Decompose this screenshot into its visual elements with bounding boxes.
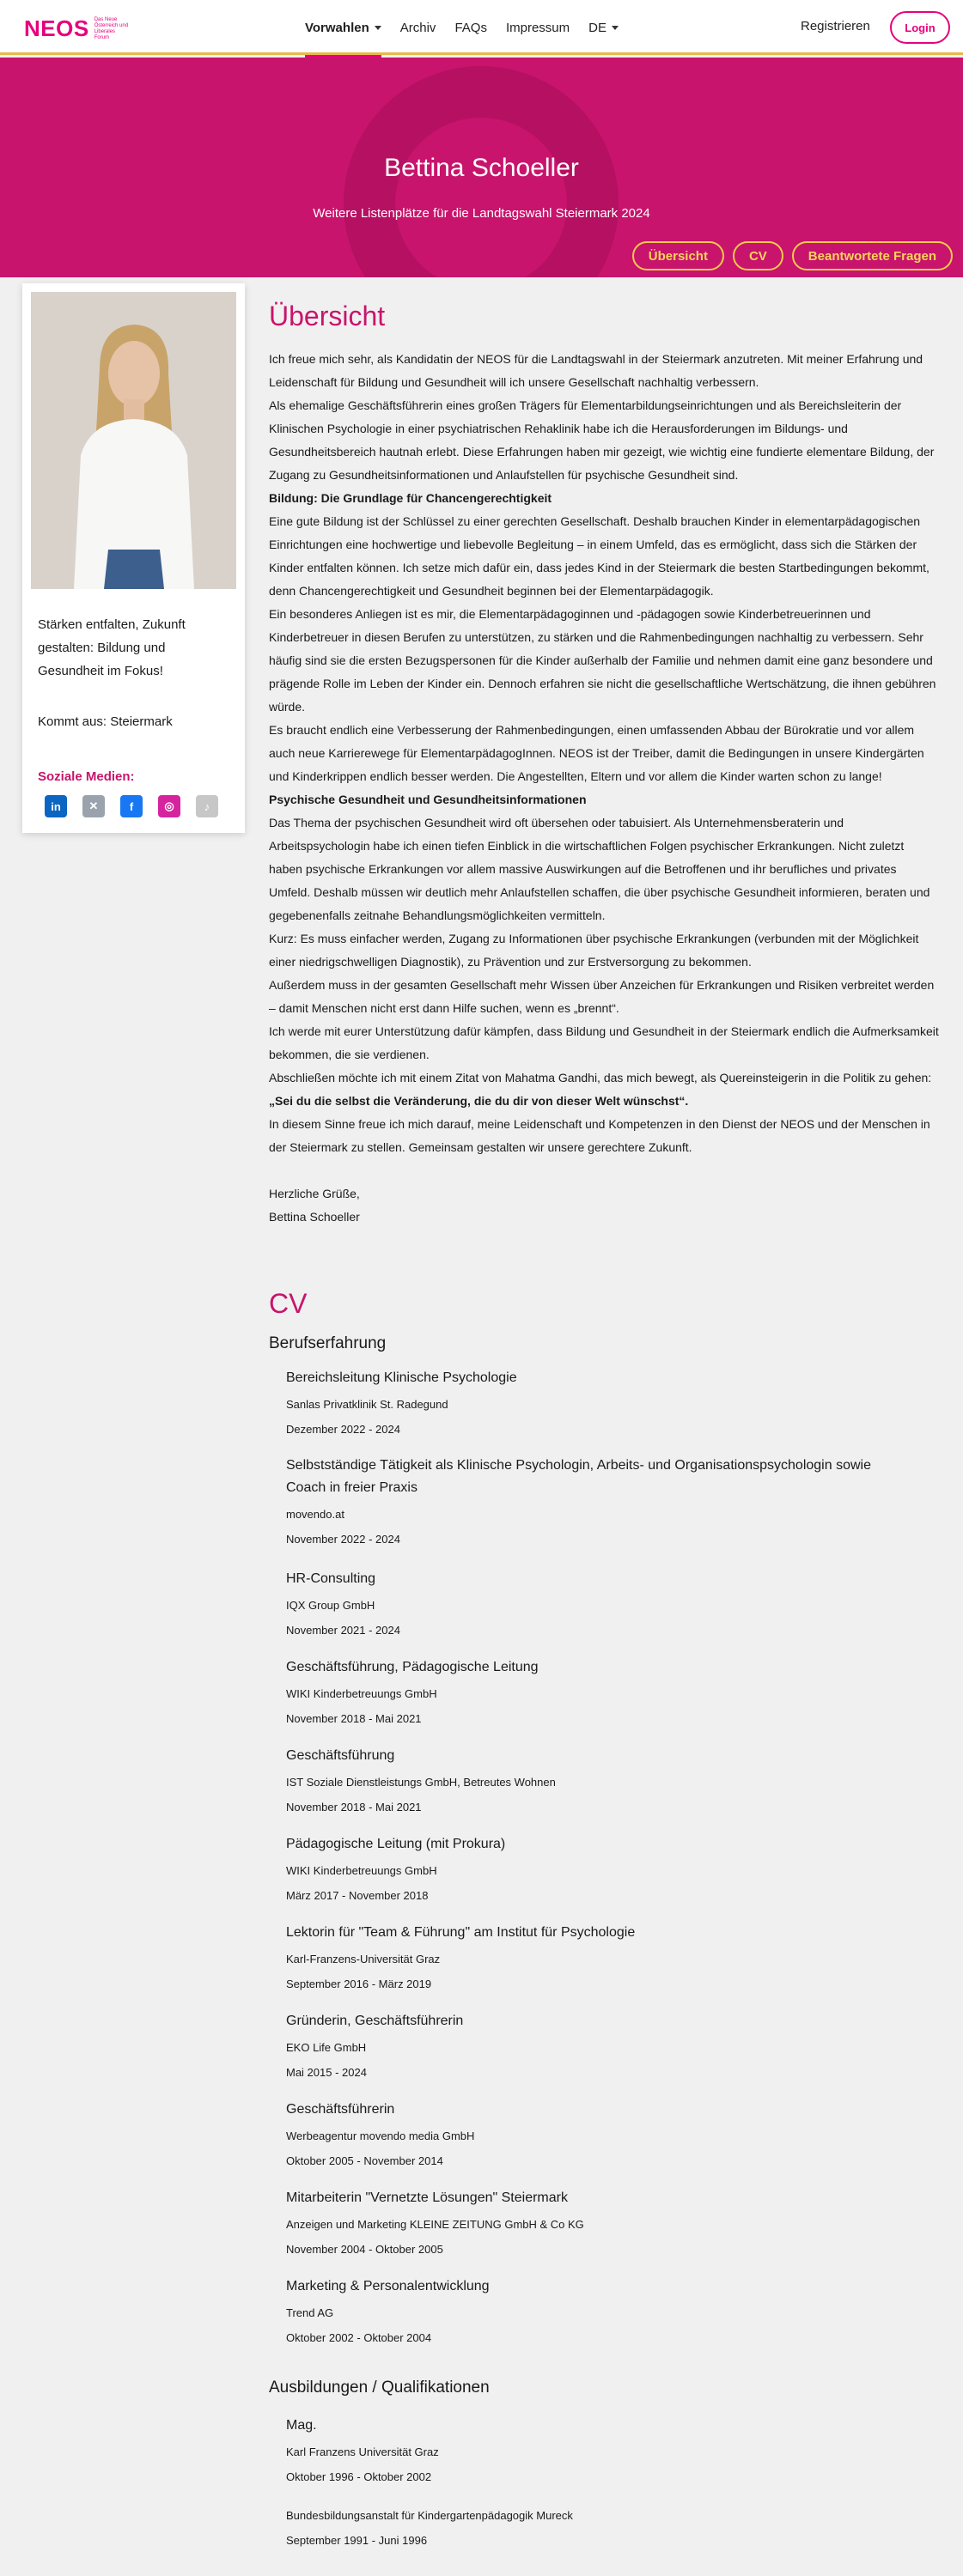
- top-navbar: [0, 0, 963, 55]
- nav-item-archiv[interactable]: [400, 0, 436, 55]
- cv-entry-date: Mai 2015 - 2024: [286, 2066, 367, 2079]
- tab-beantwortete-fragen[interactable]: Beantwortete Fragen: [792, 241, 953, 270]
- nav-item-label: Archiv: [399, 20, 436, 35]
- cv-entry-date: Oktober 2005 - November 2014: [286, 2154, 443, 2167]
- candidate-subtitle: Weitere Listenplätze für die Landtagswahl Steiermark 2024: [313, 206, 650, 221]
- overview-paragraph: Kurz: Es muss einfacher werden, Zugang zu Informationen über psychische Erkrankungen (verbunden mit der Möglichkeit einer niedrigschwelligen Diagnostik), zu Prävention und zur Erstversorgung zu bekommen.: [269, 932, 919, 969]
- candidate-motto: Stärken entfalten, Zukunft gestalten: Bildung und Gesundheit im Fokus!: [38, 617, 186, 678]
- cv-entry-date: Oktober 2002 - Oktober 2004: [286, 2331, 432, 2344]
- cv-entry-date: März 2017 - November 2018: [286, 1889, 429, 1902]
- instagram-icon[interactable]: ◎: [158, 795, 180, 817]
- portrait-illustration: [31, 292, 236, 589]
- education-title: Ausbildungen / Qualifikationen: [269, 2379, 490, 2397]
- cv-entry-organization: EKO Life GmbH: [286, 2041, 367, 2054]
- overview-paragraph: [269, 1159, 939, 1182]
- overview-paragraph: Ich werde mit eurer Unterstützung dafür kämpfen, dass Bildung und Gesundheit in der Steiermark endlich die Aufmerksamkeit bekommen, die sie verdienen.: [269, 1024, 939, 1061]
- cv-entry-organization: IST Soziale Dienstleistungs GmbH, Betreutes Wohnen: [286, 1776, 556, 1789]
- cv-entry-title: HR-Consulting: [286, 1571, 376, 1586]
- x-icon[interactable]: ✕: [82, 795, 105, 817]
- cv-entry: [286, 2275, 905, 2344]
- cv-entry-date: November 2018 - Mai 2021: [286, 1801, 422, 1814]
- neos-logo[interactable]: [24, 15, 129, 42]
- tiktok-icon[interactable]: ♪: [196, 795, 218, 817]
- nav-item-faqs[interactable]: [454, 0, 487, 55]
- chevron-down-icon: [375, 26, 381, 30]
- cv-entry: [286, 1656, 905, 1725]
- nav-item-vorwahlen[interactable]: [305, 0, 381, 55]
- social-media-title: Soziale Medien:: [38, 769, 135, 784]
- cv-entry-organization: Anzeigen und Marketing KLEINE ZEITUNG GmbH & Co KG: [286, 2218, 584, 2231]
- cv-entry-organization: Werbeagentur movendo media GmbH: [286, 2129, 475, 2142]
- overview-heading: Bildung: Die Grundlage für Chancengerechtigkeit: [269, 491, 552, 505]
- cv-entry-title: Marketing & Personalentwicklung: [286, 2279, 490, 2293]
- overview-paragraph: Es braucht endlich eine Verbesserung der Rahmenbedingungen, einen umfassenden Abbau der Bürokratie und vor allem auch neue Karrierewege für ElementarpädagogInnen. NEOS ist der Treiber, damit die Bedingungen in unsere Kindergärten und Kinderkrippen endlich besser werden. Die Angestellten, Eltern und vor allem die Kinder warten schon zu lange!: [269, 723, 924, 783]
- cv-entry-title: Mag.: [286, 2418, 317, 2433]
- overview-paragraph: Ich freue mich sehr, als Kandidatin der NEOS für die Landtagswahl in der Steiermark anzutreten. Mit meiner Erfahrung und Leidenschaft für Bildung und Gesundheit will ich unsere Gesellschaft nachhaltig verbessern.: [269, 352, 923, 389]
- nav-item-impressum[interactable]: [506, 0, 570, 55]
- overview-paragraph: Das Thema der psychischen Gesundheit wird oft übersehen oder tabuisiert. Als Unternehmensberaterin und Arbeitspsychologin habe ich einen tiefen Einblick in die wirtschaftlichen Folgen psychischer Erkrankungen. Nicht zuletzt haben psychische Erkrankungen vor allem massive Auswirkungen auf die Betroffenen und ihr berufliches und privates Umfeld. Deshalb müssen wir deutlich mehr Anlaufstellen schaffen, die über psychische Gesundheit informieren, beraten und gegebenenfalls zeitnahe Behandlungsmöglichkeiten vermitteln.: [269, 816, 930, 922]
- cv-entry-organization: movendo.at: [286, 1508, 344, 1521]
- cv-entry: [286, 1367, 905, 1436]
- nav-item-label: FAQs: [454, 20, 487, 35]
- cv-entry-title: Gründerin, Geschäftsführerin: [286, 2014, 464, 2028]
- cv-entry: [286, 2500, 905, 2547]
- candidate-photo: [31, 292, 236, 589]
- cv-entry-organization: Karl-Franzens-Universität Graz: [286, 1953, 441, 1965]
- cv-entry-date: Dezember 2022 - 2024: [286, 1423, 400, 1436]
- cv-entry-title: Pädagogische Leitung (mit Prokura): [286, 1837, 506, 1851]
- candidate-origin: Kommt aus: Steiermark: [38, 714, 173, 729]
- cv-entry: [286, 1922, 905, 1990]
- login-button[interactable]: Login: [890, 11, 950, 44]
- nav-item-label: Vorwahlen: [305, 20, 369, 35]
- overview-paragraph: Herzliche Grüße,: [269, 1187, 360, 1200]
- cv-entry-organization: Karl Franzens Universität Graz: [286, 2445, 439, 2458]
- cv-entry-date: Oktober 1996 - Oktober 2002: [286, 2470, 432, 2483]
- hero-banner: [0, 58, 963, 277]
- cv-entry: [286, 1833, 905, 1902]
- cv-entry-title: Mitarbeiterin "Vernetzte Lösungen" Steiermark: [286, 2190, 568, 2205]
- cv-entry-title: Selbstständige Tätigkeit als Klinische Psychologin, Arbeits- und Organisationspsychologin sowie Coach in freier Praxis: [286, 1458, 871, 1495]
- facebook-icon[interactable]: f: [120, 795, 143, 817]
- cv-entry-date: November 2022 - 2024: [286, 1533, 400, 1546]
- cv-entry-organization: Trend AG: [286, 2306, 334, 2319]
- main-nav: [305, 0, 619, 55]
- overview-section: [269, 301, 939, 1229]
- cv-entry: [286, 2099, 905, 2167]
- cv-entry-organization: WIKI Kinderbetreuungs GmbH: [286, 1864, 437, 1877]
- overview-paragraph: Eine gute Bildung ist der Schlüssel zu einer gerechten Gesellschaft. Deshalb brauchen Kinder in elementarpädagogischen Einrichtungen eine hochwertige und liebevolle Begleitung – in einem Umfeld, das es ermöglicht, dass sich die Stärken der Kinder entfalten können. Ich setze mich dafür ein, dass jedes Kind in der Steiermark die besten Startbedingungen bekommt, denn Chancengerechtigkeit und Gesundheit beginnen bei der Elementarpädagogik.: [269, 514, 929, 598]
- overview-paragraph: Bettina Schoeller: [269, 1210, 360, 1224]
- cv-entry-organization: Bundesbildungsanstalt für Kindergartenpädagogik Mureck: [286, 2509, 573, 2522]
- cv-entry-title: Geschäftsführerin: [286, 2102, 395, 2117]
- profile-card: [22, 283, 245, 833]
- nav-item-label: DE: [588, 20, 606, 35]
- cv-entry-title: Geschäftsführung: [286, 1748, 395, 1763]
- overview-title: Übersicht: [269, 301, 386, 331]
- overview-text: [269, 348, 939, 1229]
- cv-entry-title: Bereichsleitung Klinische Psychologie: [286, 1370, 517, 1385]
- chevron-down-icon: [612, 26, 619, 30]
- cv-entry: [286, 1568, 905, 1637]
- candidate-name: Bettina Schoeller: [384, 154, 579, 182]
- tab-uebersicht[interactable]: Übersicht: [632, 241, 724, 270]
- cv-entry-organization: IQX Group GmbH: [286, 1599, 375, 1612]
- section-tabs: [632, 241, 953, 270]
- overview-heading: „Sei du die selbst die Veränderung, die du dir von dieser Welt wünschst“.: [269, 1094, 689, 1108]
- overview-paragraph: Außerdem muss in der gesamten Gesellschaft mehr Wissen über Anzeichen für Erkrankungen und Risiken verbreitet werden – damit Menschen nicht erst dann Hilfe suchen, wenn es „brennt“.: [269, 978, 935, 1015]
- cv-entry: [286, 2415, 905, 2483]
- cv-entry-date: September 2016 - März 2019: [286, 1978, 432, 1990]
- logo-subtitle: Das Neue Österreich und Liberales Forum: [94, 16, 129, 40]
- cv-entry: [286, 1455, 905, 1546]
- overview-heading: Psychische Gesundheit und Gesundheitsinformationen: [269, 793, 587, 806]
- overview-paragraph: Als ehemalige Geschäftsführerin eines großen Trägers für Elementarbildungseinrichtungen und als Bereichsleiterin der Klinischen Psychologie in einer psychiatrischen Rehaklinik habe ich die Herausforderungen im Bildungs- und Gesundheitsbereich hautnah erlebt. Diese Erfahrungen haben mir gezeigt, wie wichtig eine fundierte elementare Bildung, der Zugang zu Gesundheitsinformationen und Anlaufstellen für psychische Gesundheit sind.: [269, 398, 935, 482]
- cv-entry-title: Geschäftsführung, Pädagogische Leitung: [286, 1660, 539, 1674]
- cv-entry: [286, 1745, 905, 1814]
- logo-text: NEOS: [24, 15, 89, 41]
- cv-entry: [286, 2187, 905, 2256]
- social-links: [45, 795, 218, 817]
- cv-entry-date: November 2004 - Oktober 2005: [286, 2243, 443, 2256]
- nav-item-label: Impressum: [505, 20, 570, 35]
- cv-entry-date: November 2021 - 2024: [286, 1624, 400, 1637]
- cv-entry: [286, 2010, 905, 2079]
- overview-paragraph: Ein besonderes Anliegen ist es mir, die Elementarpädagoginnen und -pädagogen sowie Kinderbetreuerinnen und Kinderbetreuer in diesen Berufen zu unterstützen, zu stärken und die Rahmenbedingungen nachhaltig zu verbessern. Sehr häufig sind sie die ersten Bezugspersonen für die Kinder außerhalb der Familie und nehmen damit eine ganz besondere und prägende Rolle im Leben der Kinder ein. Dennoch erfahren sie nicht die gesellschaftliche Wertschätzung, die ihnen gebühren würde.: [269, 607, 936, 714]
- cv-entry-date: September 1991 - Juni 1996: [286, 2534, 428, 2547]
- work-experience-title: Berufserfahrung: [269, 1334, 387, 1352]
- register-link[interactable]: Registrieren: [801, 19, 870, 33]
- overview-paragraph: In diesem Sinne freue ich mich darauf, meine Leidenschaft und Kompetenzen in den Dienst der NEOS und der Menschen in der Steiermark zu stellen. Gemeinsam gestalten wir unsere gerechtere Zukunft.: [269, 1117, 930, 1154]
- cv-title: CV: [269, 1288, 308, 1319]
- overview-paragraph: Abschließen möchte ich mit einem Zitat von Mahatma Gandhi, das mich bewegt, als Quereinsteigerin in die Politik zu gehen:: [269, 1071, 932, 1084]
- nav-item-de[interactable]: [588, 0, 619, 55]
- cv-entry-organization: WIKI Kinderbetreuungs GmbH: [286, 1687, 437, 1700]
- cv-entry-organization: Sanlas Privatklinik St. Radegund: [286, 1398, 448, 1411]
- cv-entry-date: November 2018 - Mai 2021: [286, 1712, 422, 1725]
- cv-entry-title: Lektorin für "Team & Führung" am Institut für Psychologie: [286, 1925, 636, 1940]
- tab-cv[interactable]: CV: [733, 241, 783, 270]
- linkedin-icon[interactable]: in: [45, 795, 67, 817]
